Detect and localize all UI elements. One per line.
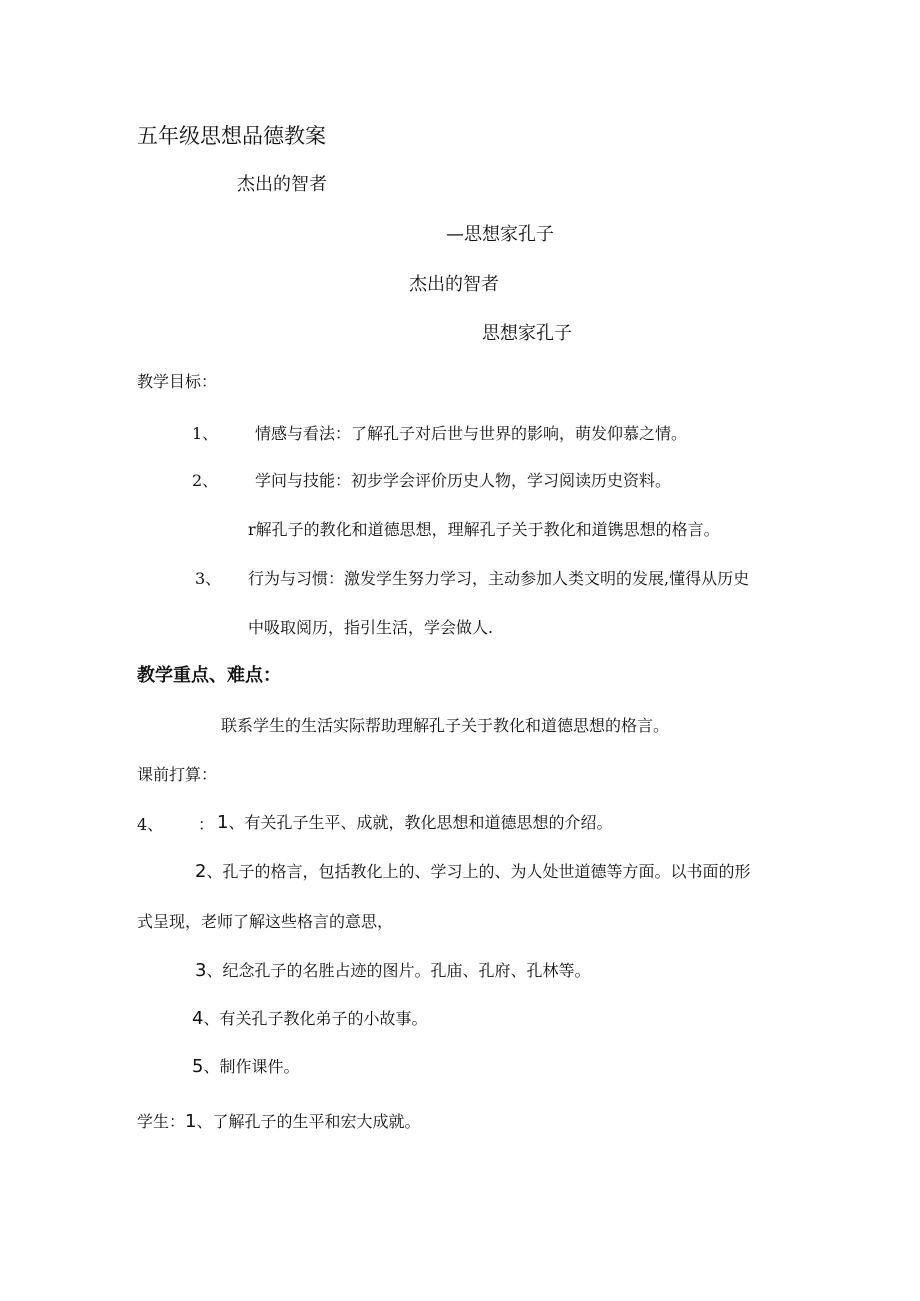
preparation-item: [195, 861, 750, 883]
preparation-item-number: 4: [192, 1008, 204, 1029]
objective-number: 1、: [192, 424, 219, 443]
preparation-label: 课前打算：: [137, 765, 218, 784]
students-item-text: 、了解孔子的生平和宏大成就。: [196, 1112, 421, 1131]
preparation-lead-colon: ：: [198, 815, 215, 834]
objective-number: 2、: [192, 471, 219, 490]
preparation-item-text: 、有关孔子教化弟子的小故事。: [203, 1009, 428, 1028]
preparation-item-text: 、制作课件。: [203, 1057, 300, 1076]
objective-text: r解孔子的教化和道德思想，理解孔子关于教化和道镌思想的格言。: [248, 520, 720, 539]
document-title: 五年级思想品德教案: [137, 124, 326, 148]
preparation-item-number: 5: [192, 1056, 204, 1077]
heading-1: 杰出的智者: [237, 174, 327, 195]
preparation-item-continued: 式呈现，老师了解这些格言的意思，: [137, 912, 394, 931]
preparation-item: [192, 1056, 299, 1078]
preparation-item-number: 2: [195, 861, 207, 882]
preparation-item-number: 1: [217, 812, 229, 833]
subheading-1: —思想家孔子: [446, 224, 554, 245]
students-label: 学生：: [137, 1112, 186, 1131]
key-points-text: 联系学生的生活实际帮助理解孔子关于教化和道德思想的格言。: [221, 716, 670, 735]
students-line: [137, 1111, 420, 1133]
preparation-item: [195, 960, 590, 982]
preparation-item-text: 、纪念孔子的名胜占迹的图片。孔庙、孔府、孔林等。: [206, 961, 591, 980]
objective-text: 学问与技能：初步学会评价历史人物，学习阅读历史资料。: [255, 471, 672, 490]
objective-text: 行为与习惯：激发学生努力学习，主动参加人类文明的发展,懂得从历史: [248, 569, 750, 588]
preparation-item-number: 3: [195, 960, 207, 981]
key-points-label: 教学重点、难点：: [137, 665, 281, 686]
students-item-number: 1: [185, 1111, 197, 1132]
preparation-item: [217, 812, 612, 834]
preparation-item: [192, 1008, 427, 1030]
preparation-item-text: 、有关孔子生平、成就，教化思想和道德思想的介绍。: [228, 813, 613, 832]
heading-2: 杰出的智者: [409, 274, 499, 295]
preparation-lead-number: 4、: [137, 815, 164, 834]
objective-text: 情感与看法：了解孔子对后世与世界的影响，萌发仰慕之情。: [255, 424, 688, 443]
objective-text-continued: 中吸取阅历，指引生活，学会做人.: [248, 618, 494, 637]
objective-number: 3、: [195, 569, 222, 588]
preparation-item-text: 、孔子的格言，包括教化上的、学习上的、为人处世道德等方面。以书面的形: [206, 862, 751, 881]
objectives-label: 教学目标：: [137, 372, 218, 391]
subheading-2: 思想家孔子: [482, 323, 572, 344]
